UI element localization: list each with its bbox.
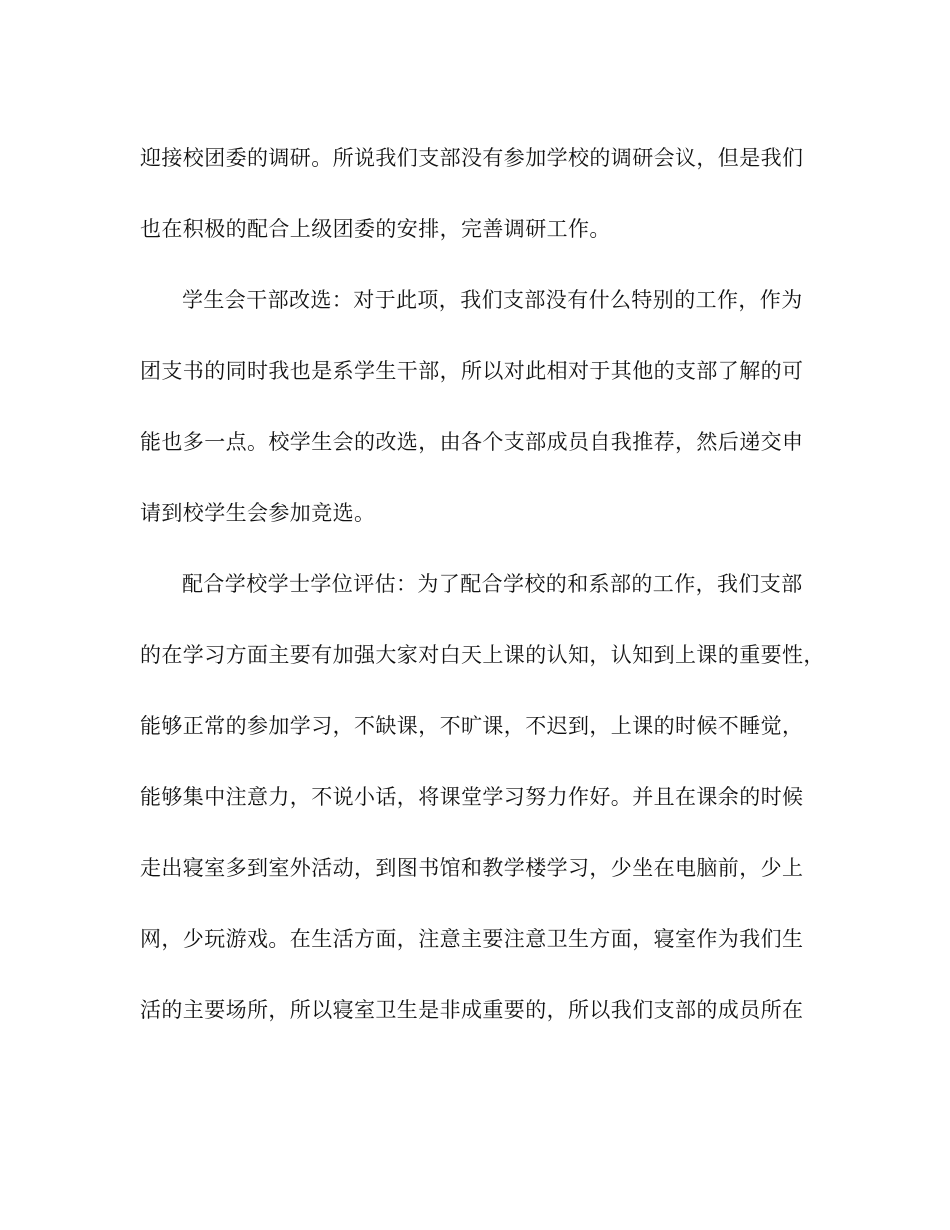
text-line-6: 请到校学生会参加竞选。 [140,501,376,525]
text-line-5: 能也多一点。校学生会的改选，由各个支部成员自我推荐，然后递交申 [140,430,804,454]
text-line-9: 能够正常的参加学习，不缺课，不旷课，不迟到，上课的时候不睡觉， [140,714,804,738]
text-line-2: 也在积极的配合上级团委的安排，完善调研工作。 [140,217,611,241]
text-line-1: 迎接校团委的调研。所说我们支部没有参加学校的调研会议，但是我们 [140,146,804,170]
text-line-4: 团支书的同时我也是系学生干部，所以对此相对于其他的支部了解的可 [140,359,804,383]
text-line-11: 走出寝室多到室外活动，到图书馆和教学楼学习，少坐在电脑前，少上 [140,856,804,880]
paragraph-start-student-union: 学生会干部改选：对于此项，我们支部没有什么特别的工作，作为 [182,288,803,312]
text-line-12: 网，少玩游戏。在生活方面，注意主要注意卫生方面，寝室作为我们生 [140,927,804,951]
text-line-13: 活的主要场所，所以寝室卫生是非成重要的，所以我们支部的成员所在 [140,998,804,1022]
text-line-10: 能够集中注意力，不说小话，将课堂学习努力作好。并且在课余的时候 [140,785,804,809]
paragraph-start-degree-evaluation: 配合学校学士学位评估：为了配合学校的和系部的工作，我们支部 [182,572,803,596]
text-line-8: 的在学习方面主要有加强大家对白天上课的认知，认知到上课的重要性， [140,643,825,667]
